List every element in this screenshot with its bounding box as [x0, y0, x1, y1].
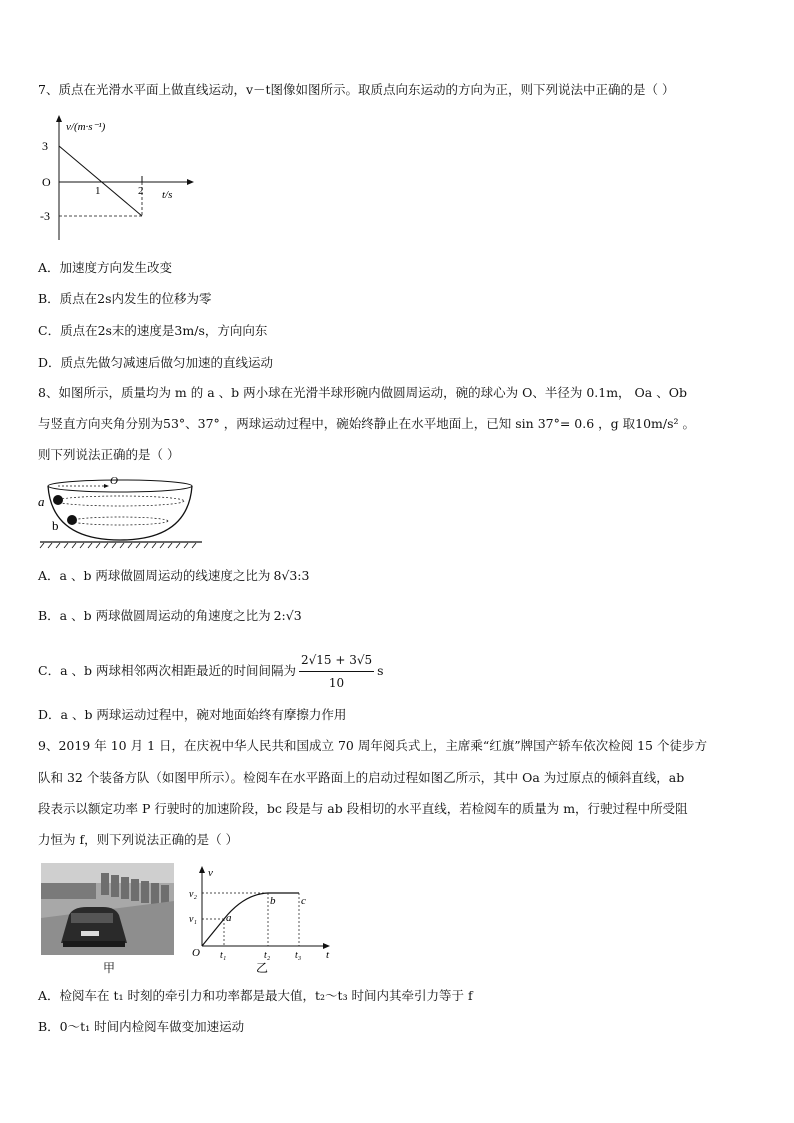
q8-stem-line-2: 与竖直方向夹角分别为53°、37° ，两球运动过程中，碗始终静止在水平地面上，已知 sin 37°= 0.6 ，g 取10m/s² 。	[38, 416, 695, 431]
q7-option-b: B．质点在2s内发生的位移为零	[38, 291, 212, 306]
q7-ytick-top: 3	[42, 139, 48, 153]
q8-label-a: a	[38, 494, 45, 509]
q7-origin: O	[42, 175, 51, 189]
q7-option-a: A．加速度方向发生改变	[38, 260, 173, 275]
q8-option-c-numerator: 2√15 + 3√5	[299, 650, 374, 672]
q8-option-c-text: C．a 、b 两球相邻两次相距最近的时间间隔为	[38, 663, 296, 678]
q9-v2: v₂	[189, 889, 197, 900]
q8-option-c-fraction	[299, 650, 374, 693]
q9-option-b: B．0～t₁ 时间内检阅车做变加速运动	[38, 1019, 245, 1034]
q9-stem-line-4: 力恒为 f，则下列说法正确的是（ ）	[38, 832, 239, 847]
photo-caption-jia: 甲	[103, 961, 116, 975]
q9-t2: t₂	[264, 950, 271, 961]
q9-point-a: a	[226, 912, 232, 924]
q7-option-c: C．质点在2s末的速度是3m/s，方向向东	[38, 323, 268, 338]
q9-stem-line-3: 段表示以额定功率 P 行驶时的加速阶段，bc 段是与 ab 段相切的水平直线，若检阅车的质量为 m，行驶过程中所受阻	[38, 801, 688, 816]
ball-a	[53, 495, 63, 505]
q7-ytick-bottom: -3	[40, 209, 50, 223]
q8-stem-line-1: 8、如图所示，质量均为 m 的 a 、b 两小球在光滑半球形碗内做圆周运动，碗的球心为 O、半径为 0.1m， Oa 、Ob	[38, 385, 687, 400]
q9-t3: t₃	[295, 950, 302, 961]
q8-option-b-text: B．a 、b 两球做圆周运动的角速度之比为	[38, 608, 271, 623]
q9-option-a: A．检阅车在 t₁ 时刻的牵引力和功率都是最大值，t₂～t₃ 时间内其牵引力等于 f	[38, 988, 473, 1003]
q8-stem-line-3: 则下列说法正确的是（ ）	[38, 447, 180, 462]
q7-vt-graph	[30, 112, 200, 244]
q8-label-o: O	[110, 475, 118, 487]
ball-b	[67, 515, 77, 525]
q9-xlabel: t	[326, 949, 330, 961]
q9-vt-graph	[186, 864, 336, 976]
q8-option-b	[38, 608, 302, 624]
q7-xlabel: t/s	[162, 189, 173, 201]
q7-option-d: D．质点先做匀减速后做匀加速的直线运动	[38, 355, 274, 370]
q8-option-c-unit: s	[377, 663, 384, 678]
q7-xtick-1: 1	[95, 185, 101, 197]
q8-option-c-denominator: 10	[328, 676, 345, 690]
q9-point-b: b	[270, 895, 276, 907]
q8-option-a	[38, 568, 309, 584]
q8-label-b: b	[52, 518, 59, 533]
q9-caption-yi: 乙	[256, 961, 269, 975]
q9-t1: t₁	[220, 950, 227, 961]
q7-ylabel: v/(m·s⁻¹)	[66, 121, 106, 133]
q9-stem-line-2: 队和 32 个装备方队（如图甲所示）。检阅车在水平路面上的启动过程如图乙所示，其中 Oa 为过原点的倾斜直线，ab	[38, 770, 685, 785]
q8-option-a-text: A．a 、b 两球做圆周运动的线速度之比为	[38, 568, 271, 583]
q9-origin: O	[192, 947, 200, 959]
q8-option-a-math: 8√3:3	[273, 568, 310, 583]
q9-ylabel: v	[208, 867, 213, 879]
q8-option-b-math: 2:√3	[273, 608, 302, 623]
q8-option-d: D．a 、b 两球运动过程中，碗对地面始终有摩擦力作用	[38, 707, 347, 722]
q8-bowl-figure	[30, 474, 210, 550]
q9-v1: v₁	[189, 914, 197, 925]
q7-stem: 7、质点在光滑水平面上做直线运动，v－t图像如图所示。取质点向东运动的方向为正，则下列说法中正确的是（ ）	[38, 82, 675, 97]
q8-option-c	[38, 650, 384, 693]
q7-xtick-2: 2	[138, 185, 144, 197]
parade-car-photo	[41, 863, 174, 955]
q9-stem-line-1: 9、2019 年 10 月 1 日，在庆祝中华人民共和国成立 70 周年阅兵式上，主席乘“红旗”牌国产轿车依次检阅 15 个徒步方	[38, 738, 707, 753]
q9-point-c: c	[301, 895, 306, 907]
